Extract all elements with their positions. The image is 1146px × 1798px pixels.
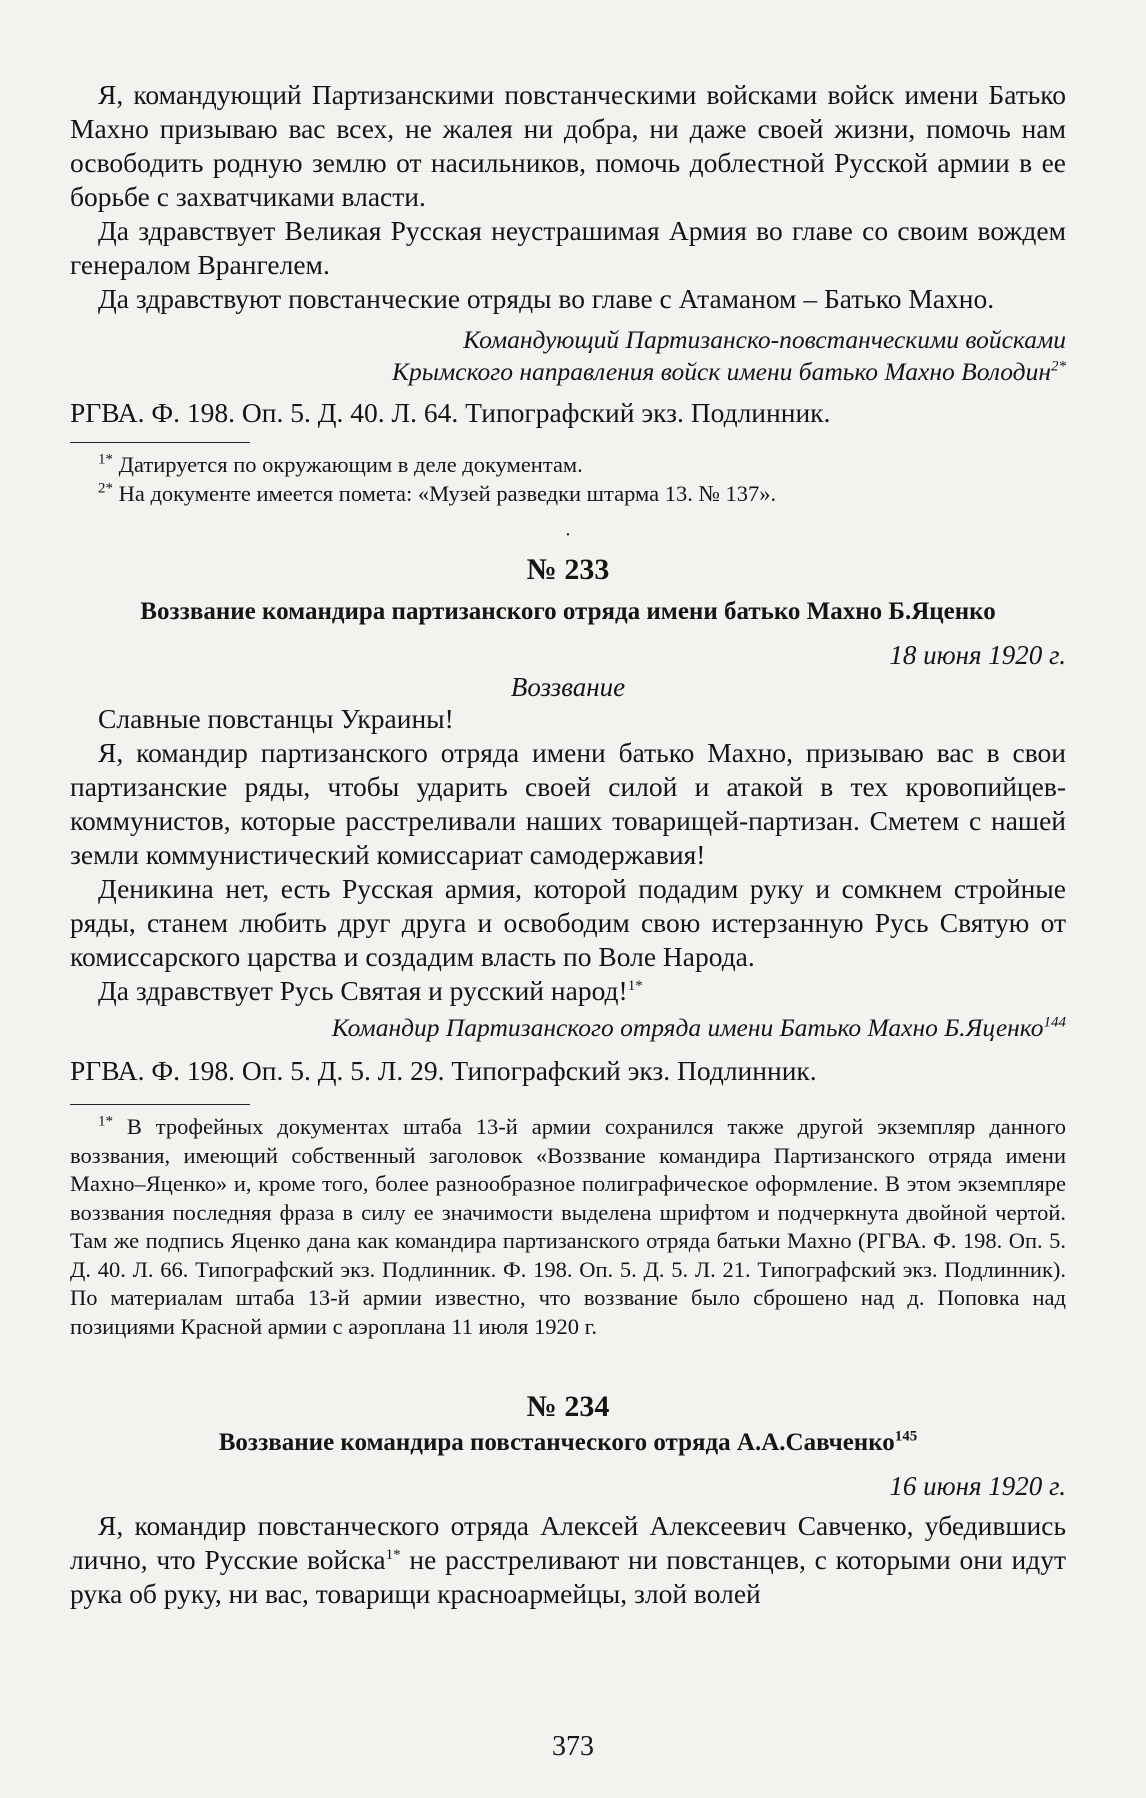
appeal-paragraph — [70, 974, 1066, 1008]
footnote-mark: 1* — [98, 451, 113, 468]
signature-block — [70, 324, 1066, 388]
document-title-text: Воззвание командира повстанческого отряда А.А.Савченко — [218, 1429, 895, 1456]
footnote — [70, 480, 1066, 509]
footnote-mark: 1* — [98, 1113, 113, 1130]
signature-line — [70, 1012, 1066, 1044]
footnotes — [70, 451, 1066, 508]
document-genre: Воззвание — [510, 672, 626, 702]
signature-line: Командующий Партизанско-повстанческими войсками — [463, 325, 1066, 354]
document-title: Воззвание командира партизанского отряда имени батько Махно Б.Яценко — [140, 598, 996, 625]
section-separator: · — [564, 524, 572, 546]
document-233 — [70, 552, 1066, 1341]
page-number: 373 — [552, 1731, 594, 1762]
appeal-paragraph: Да здравствует Великая Русская неустрашимая Армия во главе со своим вождем генералом Врангелем. — [70, 215, 1066, 280]
signature-name: Крымского направления войск имени батько Махно Володин — [392, 357, 1051, 386]
signature-name: Командир Партизанского отряда имени Батько Махно Б.Яценко — [331, 1013, 1044, 1042]
footnote-ref: 1* — [627, 977, 643, 994]
appeal-paragraph: Я, командир партизанского отряда имени батько Махно, призываю вас в свои партизанские ряды, чтобы ударить своей силой и атакой в тех кровопийцев-коммунистов, которые расстреливали наших товарищей-партизан. Сметем с нашей земли коммунистический комиссариат самодержавия! — [70, 737, 1066, 870]
archive-source: РГВА. Ф. 198. Оп. 5. Д. 40. Л. 64. Типографский экз. Подлинник. — [70, 397, 831, 428]
archive-source: РГВА. Ф. 198. Оп. 5. Д. 5. Л. 29. Типографский экз. Подлинник. — [70, 1055, 817, 1086]
footnote — [70, 451, 1066, 480]
footnote-text: На документе имеется помета: «Музей разведки штарма 13. № 137». — [118, 480, 777, 506]
document-number: № 234 — [526, 1390, 610, 1423]
document-date: 16 июня 1920 г. — [889, 1471, 1066, 1501]
appeal-paragraph: Деникина нет, есть Русская армия, которой подадим руку и сомкнем стройные ряды, станем любить друг друга и освободим свою истерзанную Русь Святую от комиссарского царства и создадим власть по Воле Народа. — [70, 873, 1066, 972]
appeal-paragraph: Славные повстанцы Украины! — [98, 703, 454, 734]
footnote-ref: 1* — [385, 1546, 401, 1563]
footnote-ref: 2* — [1051, 358, 1066, 375]
footnote-ref: 144 — [1043, 1014, 1066, 1031]
document-number: № 233 — [526, 553, 610, 586]
signature-line — [70, 356, 1066, 388]
document-234 — [70, 1389, 1066, 1611]
document-date: 18 июня 1920 г. — [889, 640, 1066, 670]
appeal-paragraph — [70, 1509, 1066, 1611]
footnote-separator — [70, 1104, 250, 1105]
footnote-text: Датируется по окружающим в деле документам. — [118, 452, 583, 477]
footnote-ref: 145 — [894, 1428, 918, 1445]
appeal-text: не расстреливают ни повстанцев, с которыми они идут рука об руку, ни вас, товарищи красноармейцы, злой волей — [70, 1544, 1066, 1609]
footnote-text: В трофейных документах штаба 13-й армии сохранился также другой экземпляр данного воззвания, имеющий собственный заголовок «Воззвание командира Партизанского отряда имени Махно–Яценко» и, кроме того, более разнообразное полиграфическое оформление. В этом экземпляре воззвания последняя фраза в силу ее значимости выделена шрифтом и подчеркнута двойной чертой. Там же подпись Яценко дана как командира партизанского отряда батьки Махно (РГВА. Ф. 198. Оп. 5. Д. 40. Л. 66. Типографский экз. Подлинник. Ф. 198. Оп. 5. Д. 5. Л. 21. Типографский экз. Подлинник). По материалам штаба 13-й армии известно, что воззвание было сброшено над д. Поповка над позициями Красной армии с аэроплана 11 июля 1920 г. — [70, 1114, 1066, 1339]
document-title — [70, 1427, 1066, 1459]
appeal-text: Да здравствует Русь Святая и русский народ! — [98, 975, 628, 1006]
footnote-separator — [70, 442, 250, 443]
footnote — [70, 1113, 1066, 1341]
appeal-paragraph: Да здравствуют повстанческие отряды во главе с Атаманом – Батько Махно. — [98, 283, 995, 314]
appeal-text: Я, командир повстанческого отряда Алексей Алексеевич Савченко, убедившись лично, что Русские войска — [70, 1510, 1066, 1575]
appeal-paragraph: Я, командующий Партизанскими повстанческими войсками войск имени Батько Махно призываю вас всех, не жалея ни добра, ни даже своей жизни, помочь нам освободить родную землю от насильников, помочь доблестной Русской армии в ее борьбе с захватчиками власти. — [70, 79, 1066, 212]
footnote-mark: 2* — [98, 480, 113, 496]
